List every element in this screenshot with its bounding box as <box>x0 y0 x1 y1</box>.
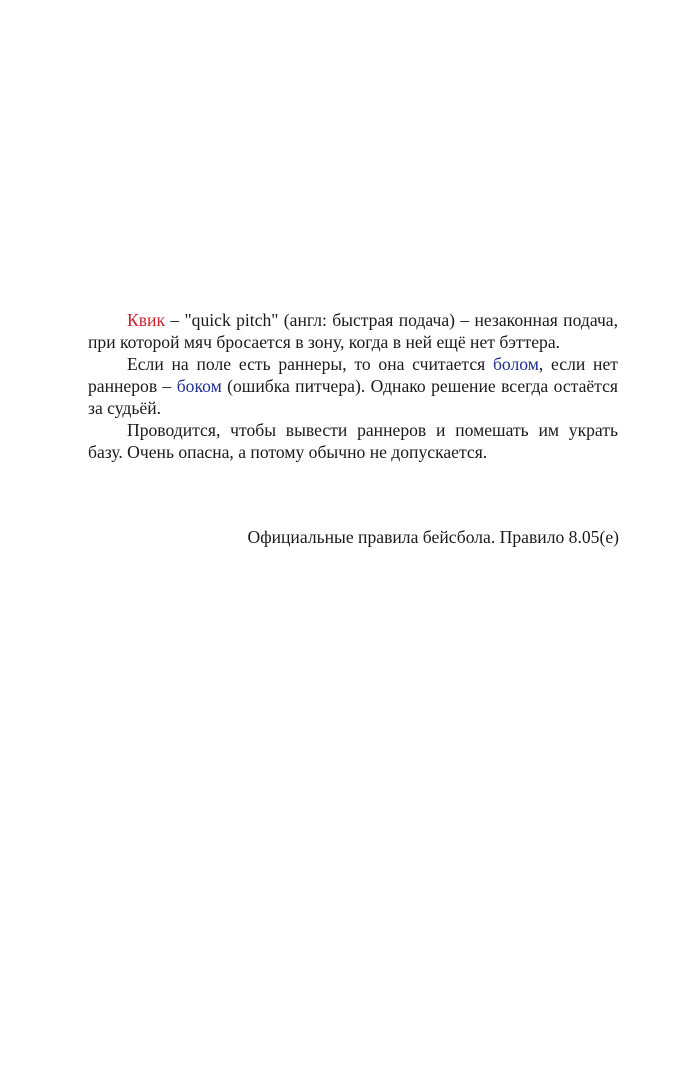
paragraph-3 <box>88 419 618 463</box>
term-kvik: Квик <box>127 310 166 330</box>
paragraph-3-text: Проводится, чтобы вывести раннеров и помешать им украть базу. Очень опасна, а потому обычно не допускается. <box>88 420 618 462</box>
paragraph-2-text-a: Если на поле есть раннеры, то она считается <box>127 354 493 374</box>
paragraph-2 <box>88 353 618 419</box>
paragraph-2-text-b: , если нет раннеров – <box>88 354 618 396</box>
paragraph-1-text: – "quick pitch" (англ: быстрая подача) – незаконная подача, при которой мяч бросается в зону, когда в ней ещё нет бэттера. <box>88 310 618 352</box>
source-citation: Официальные правила бейсбола. Правило 8.05(e) <box>247 527 619 547</box>
paragraph-1 <box>88 309 618 353</box>
link-bok[interactable]: боком <box>176 376 222 396</box>
link-bol[interactable]: болом <box>492 354 539 374</box>
definition-block <box>88 309 618 463</box>
paragraph-2-text-c: (ошибка питчера). Однако решение всегда остаётся за судьёй. <box>88 376 618 418</box>
